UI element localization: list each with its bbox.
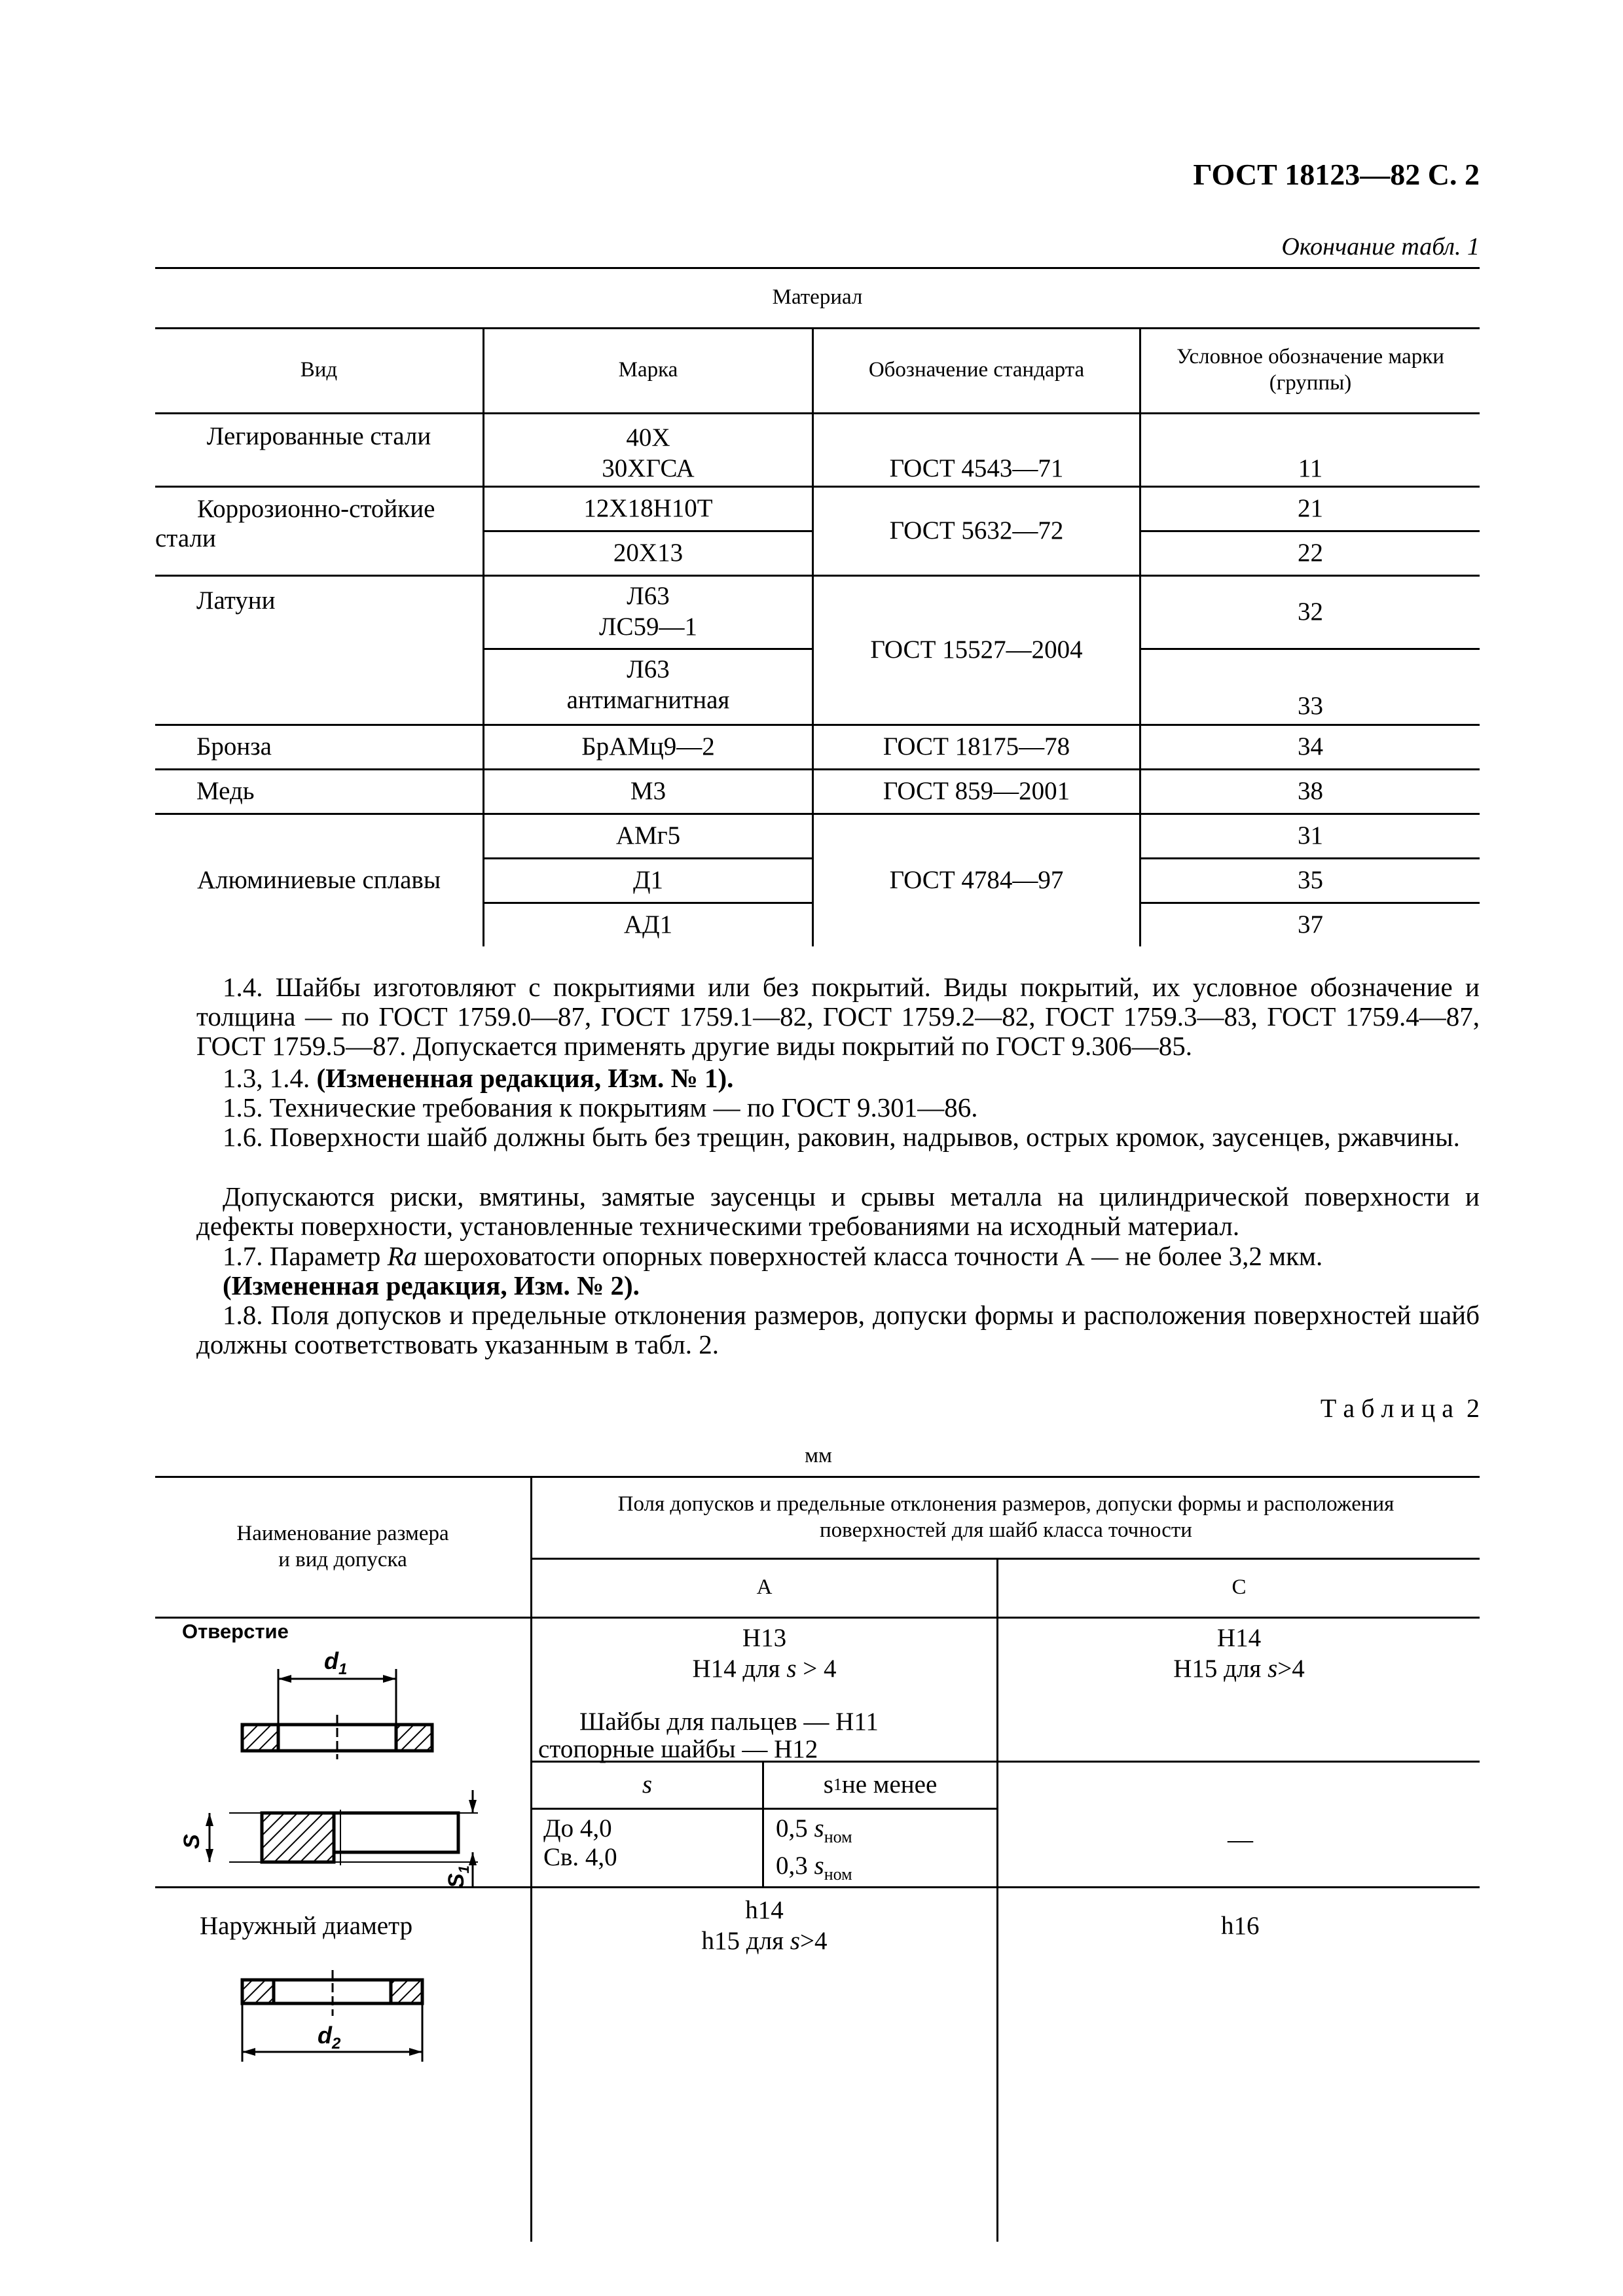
table2-unit: мм <box>805 1444 832 1467</box>
hole-a-values: Н13 Н14 для s > 4 <box>692 1624 837 1683</box>
row-aluminum-code1: 31 <box>1298 821 1323 850</box>
outer-c-value: h16 <box>1221 1912 1260 1940</box>
hole-sub-s1-header: s 1 не менее <box>823 1770 938 1799</box>
hole-c-values: Н14 Н15 для s>4 <box>1173 1624 1305 1683</box>
outer-a-values: h14 h15 для s>4 <box>701 1896 828 1955</box>
outer-label: Наружный диаметр <box>200 1912 413 1940</box>
table1-group-header: Материал <box>772 285 863 310</box>
row-corrosion-code1: 21 <box>1298 493 1323 522</box>
row-brass-code1: 32 <box>1298 597 1323 626</box>
row-aluminum-standard: ГОСТ 4784—97 <box>889 865 1064 894</box>
row-corrosion-grade1: 12Х18Н10Т <box>583 493 713 522</box>
hole-s1-values: 0,5 $s_{ном}$ 0,3 $s_{ном}$ <box>776 1814 852 1884</box>
row-brass-kind: Латуни <box>196 586 276 615</box>
table1-col-kind: Вид <box>300 358 338 382</box>
paragraph-1-6-b: Допускаются риски, вмятины, замятые заусенцы и срывы металла на цилиндрической поверхности и дефекты поверхности, установленные техническими требованиями на исходный материал. <box>196 1181 1480 1241</box>
hole-label: Отверстие <box>182 1620 289 1643</box>
row-brass-code2: 33 <box>1298 691 1323 720</box>
s1-label: $S_1$ <box>444 1865 472 1888</box>
paragraph-1-4: 1.4. Шайбы изготовляют с покрытиями или без покрытий. Виды покрытий, их условное обозначение и толщина — по ГОСТ 1759.0—87, ГОСТ 1759.1—82, ГОСТ 1759.2—82, ГОСТ 1759.3—83, ГОСТ 1759.4—87, ГОСТ 1759.5—87. Допускается применять другие виды покрытий по ГОСТ 9.306—85. <box>196 972 1480 1061</box>
row-alloy-standard: ГОСТ 4543—71 <box>889 454 1064 482</box>
row-copper-grade: М3 <box>630 776 666 805</box>
row-copper-standard: ГОСТ 859—2001 <box>883 776 1070 805</box>
paragraph-amendment-1: 1.3, 1.4. (Измененная редакция, Изм. № 1). <box>223 1063 734 1093</box>
row-alloy-code: 11 <box>1298 454 1323 482</box>
row-aluminum-grade3: АД1 <box>623 910 673 939</box>
table-continuation-note: Окончание табл. 1 <box>1281 233 1480 260</box>
row-brass-grade2: Л63 антимагнитная <box>566 655 730 714</box>
table2-caption: Т а б л и ц а 2 <box>1320 1393 1480 1423</box>
row-copper-kind: Медь <box>196 777 255 805</box>
paragraph-amendment-2: (Измененная редакция, Изм. № 2). <box>223 1270 640 1300</box>
row-brass-grade1: Л63 ЛС59—1 <box>599 582 697 641</box>
d2-label: $d_2$ <box>318 2022 341 2053</box>
table1-col-code: Условное обозначение марки (группы) <box>1176 345 1444 395</box>
hole-s-values: До 4,0 Св. 4,0 <box>543 1814 617 1871</box>
row-bronze-grade: БрАМц9—2 <box>581 732 715 761</box>
paragraph-1-7: 1.7. Параметр Ra шероховатости опорных поверхностей класса точности А — не более 3,2 мкм. <box>223 1241 1323 1271</box>
row-corrosion-grade2: 20Х13 <box>613 538 684 567</box>
row-brass-standard: ГОСТ 15527—2004 <box>870 635 1083 664</box>
row-bronze-kind: Бронза <box>196 732 272 761</box>
row-aluminum-code2: 35 <box>1298 865 1323 894</box>
table1-col-standard: Обозначение стандарта <box>868 358 1085 382</box>
row-aluminum-kind: Алюминиевые сплавы <box>196 865 441 894</box>
d1-label: $d_1$ <box>324 1647 348 1678</box>
s-label: S <box>179 1834 204 1849</box>
hole-a-note2: стопорные шайбы — Н12 <box>538 1735 818 1763</box>
row-corrosion-kind: Коррозионно-стойкие стали <box>155 495 435 552</box>
row-bronze-code: 34 <box>1298 732 1323 761</box>
row-bronze-standard: ГОСТ 18175—78 <box>883 732 1070 761</box>
paragraph-1-5: 1.5. Технические требования к покрытиям — по ГОСТ 9.301—86. <box>223 1092 978 1122</box>
hole-washer-side-drawing <box>179 1790 504 1892</box>
hole-c-dash: — <box>1228 1825 1253 1854</box>
row-aluminum-code3: 37 <box>1298 910 1323 939</box>
row-alloy-kind: Легированные стали <box>206 422 431 451</box>
paragraph-1-8: 1.8. Поля допусков и предельные отклонения размеров, допуски формы и расположения поверхностей шайб должны соответствовать указанным в табл. 2. <box>196 1300 1480 1359</box>
page-header: ГОСТ 18123—82 С. 2 <box>1193 158 1480 191</box>
table2-col-size: Наименование размера и вид допуска <box>236 1521 449 1571</box>
row-corrosion-standard: ГОСТ 5632—72 <box>889 516 1064 545</box>
table2-class-c: С <box>1231 1575 1247 1600</box>
hole-sub-s-header: s <box>642 1770 653 1799</box>
table1-col-grade: Марка <box>618 358 678 382</box>
paragraph-1-6: 1.6. Поверхности шайб должны быть без трещин, раковин, надрывов, острых кромок, заусенцев, ржавчины. <box>223 1122 1460 1152</box>
row-corrosion-code2: 22 <box>1298 538 1323 567</box>
row-alloy-grade: 40Х 30ХГСА <box>602 423 695 482</box>
row-aluminum-grade1: АМг5 <box>615 821 681 850</box>
table2-class-a: А <box>756 1575 773 1600</box>
outer-washer-drawing <box>236 1957 432 2068</box>
hole-a-note1: Шайбы для пальцев — Н11 <box>579 1708 879 1736</box>
row-copper-code: 38 <box>1298 776 1323 805</box>
table2-col-tolerances: Поля допусков и предельные отклонения размеров, допуски формы и расположения поверхностей для шайб класса точности <box>617 1492 1395 1542</box>
hole-washer-top-drawing <box>223 1643 445 1761</box>
row-aluminum-grade2: Д1 <box>632 865 664 894</box>
